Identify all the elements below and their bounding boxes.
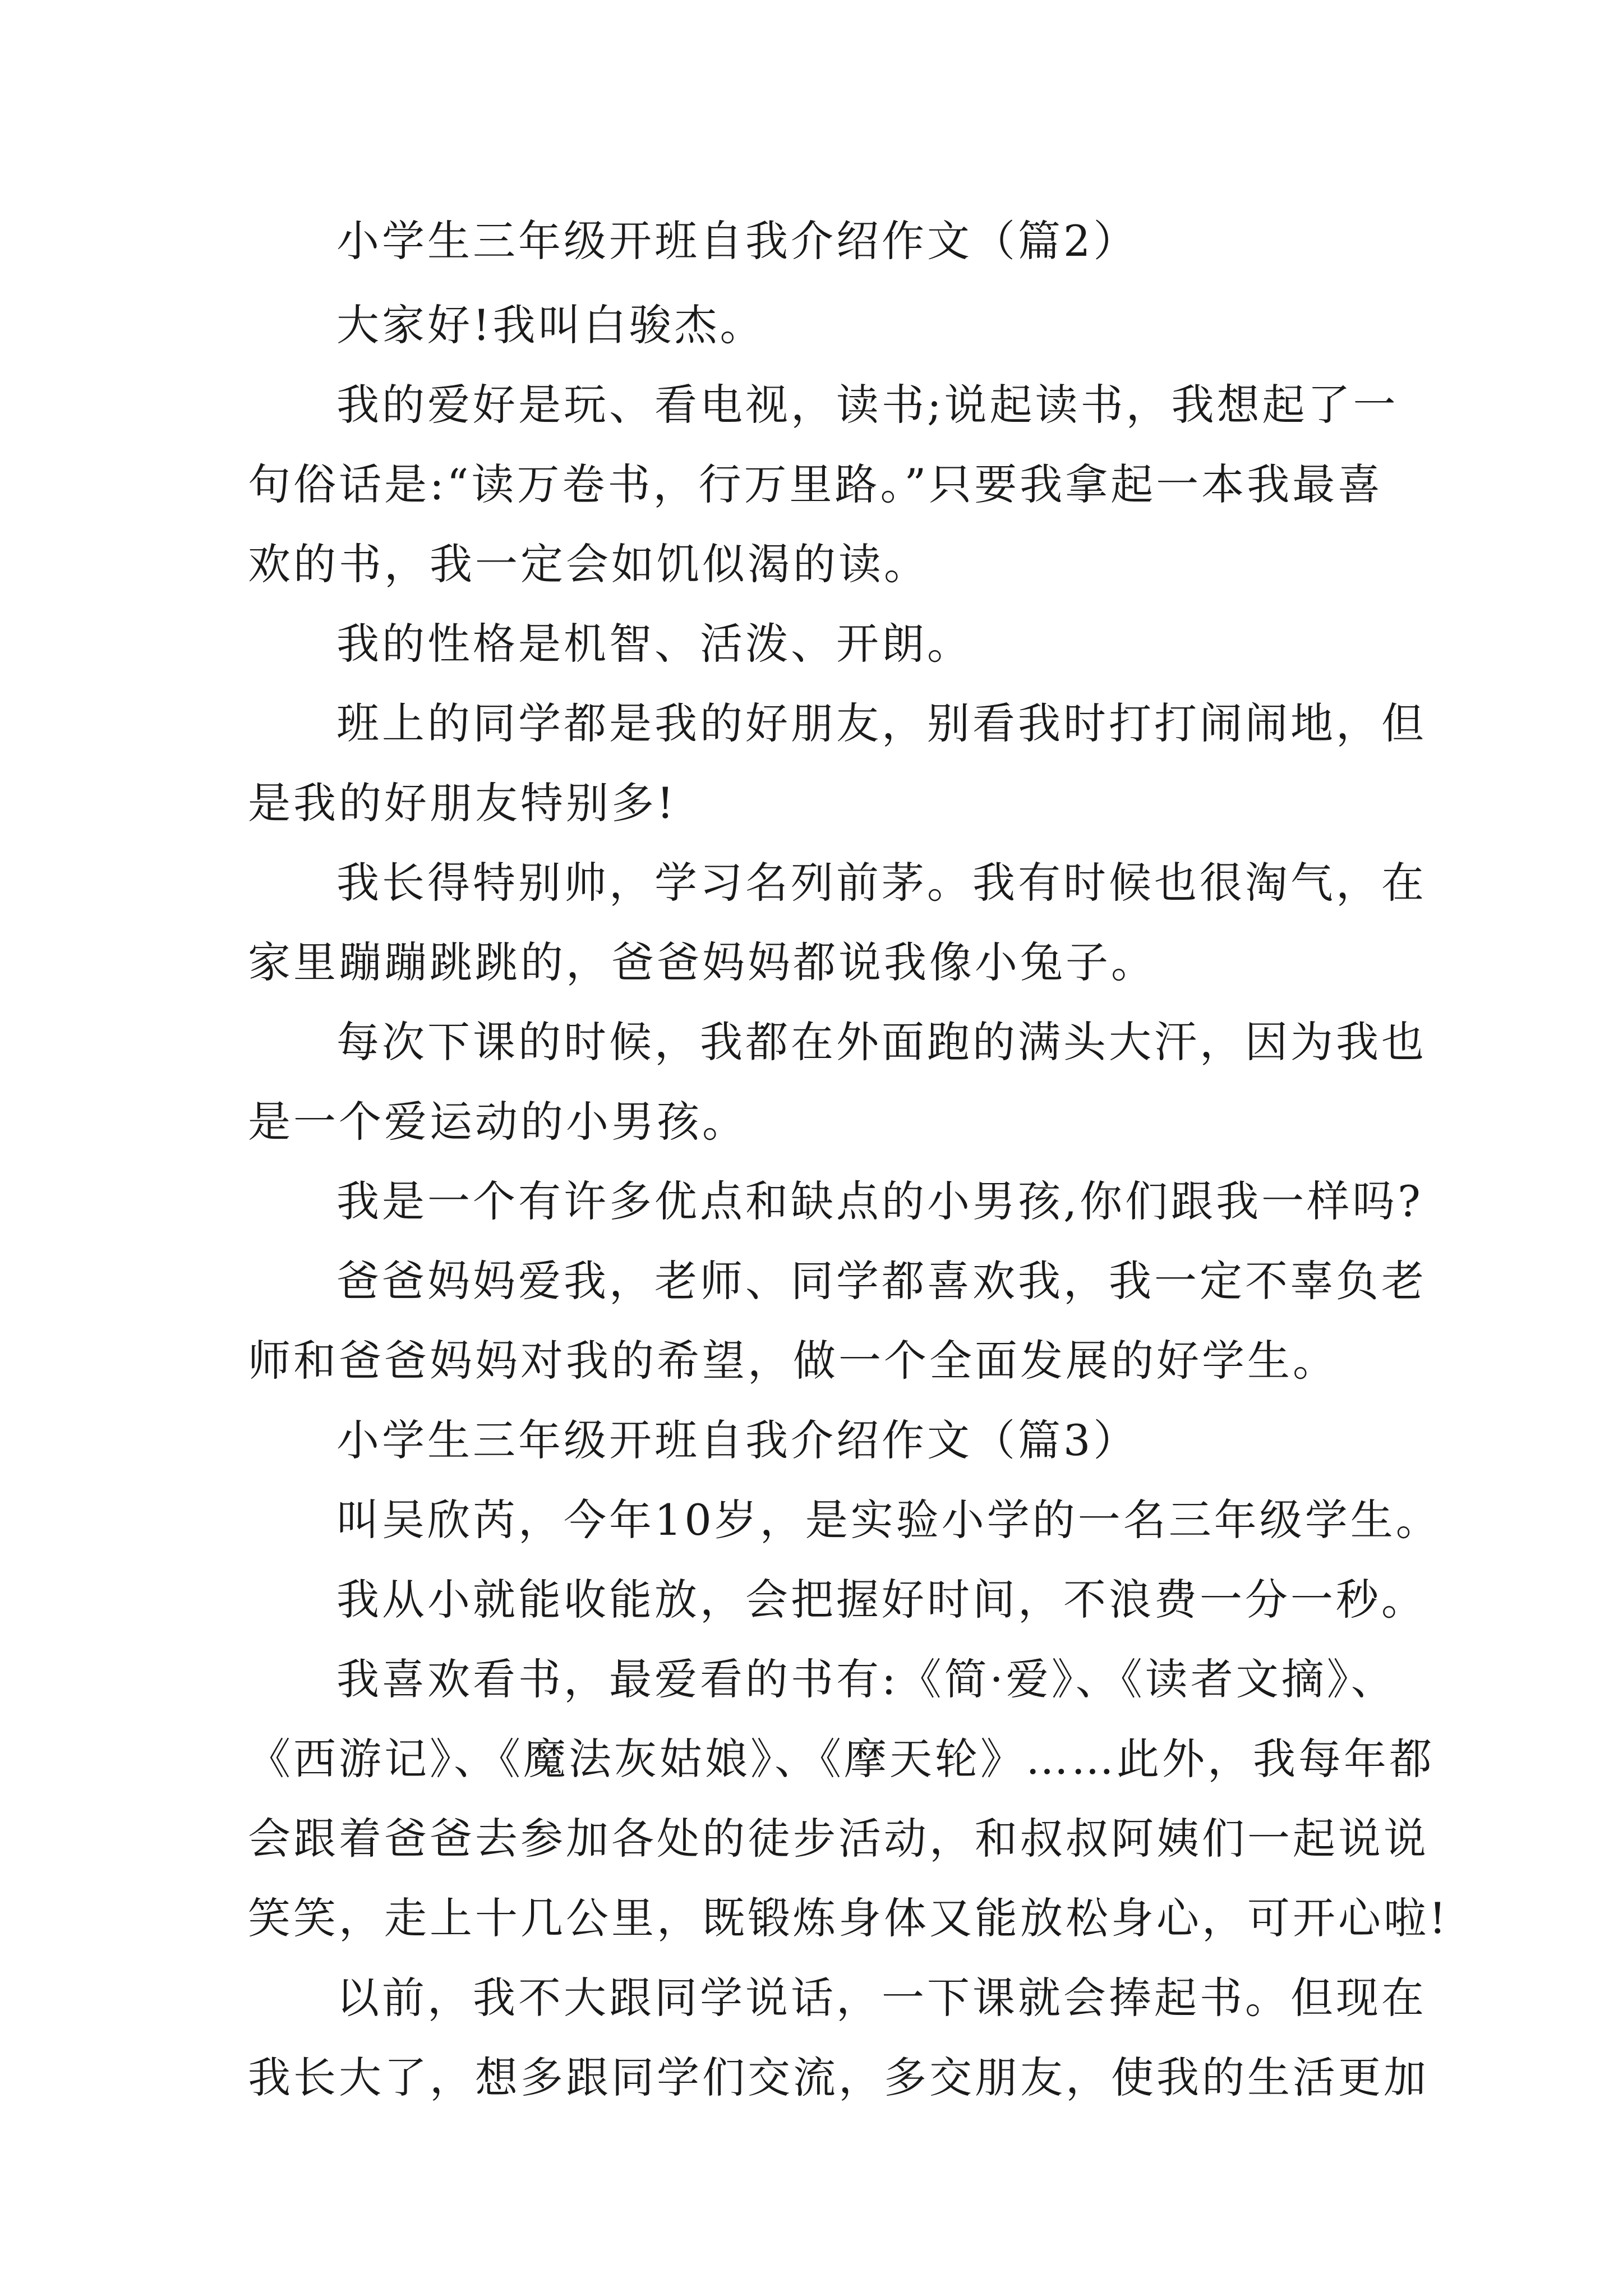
paragraph-line: 我长大了，想多跟同学们交流，多交朋友，使我的生活更加 (248, 2053, 1429, 2102)
paragraph-line: 是我的好朋友特别多! (248, 778, 677, 828)
paragraph-line: 会跟着爸爸去参加各处的徒步活动，和叔叔阿姨们一起说说 (248, 1814, 1429, 1864)
paragraph-line: 大家好!我叫白骏杰。 (336, 300, 766, 350)
paragraph-line: 以前，我不大跟同学说话，一下课就会捧起书。但现在 (336, 1973, 1427, 2023)
paragraph-line: 《西游记》、《魔法灰姑娘》、《摩天轮》……此外，我每年都 (248, 1734, 1435, 1784)
paragraph-line: 欢的书，我一定会如饥似渴的读。 (248, 539, 929, 589)
heading-part-3: 小学生三年级开班自我介绍作文（篇3） (336, 1415, 1139, 1465)
paragraph-line: 句俗话是:“读万卷书，行万里路。”只要我拿起一本我最喜 (248, 459, 1384, 509)
paragraph-line: 我的爱好是玩、看电视，读书;说起读书，我想起了一 (336, 380, 1399, 430)
paragraph-line: 我喜欢看书，最爱看的书有:《简·爱》、《读者文摘》、 (336, 1654, 1396, 1704)
paragraph-line: 每次下课的时候，我都在外面跑的满头大汗，因为我也 (336, 1017, 1427, 1067)
paragraph-line: 师和爸爸妈妈对我的希望，做一个全面发展的好学生。 (248, 1336, 1338, 1386)
paragraph-line: 我从小就能收能放，会把握好时间，不浪费一分一秒。 (336, 1575, 1427, 1625)
paragraph-line: 是一个爱运动的小男孩。 (248, 1097, 748, 1147)
heading-part-2: 小学生三年级开班自我介绍作文（篇2） (336, 216, 1139, 266)
paragraph-line: 爸爸妈妈爱我，老师、同学都喜欢我，我一定不辜负老 (336, 1256, 1427, 1306)
paragraph-line: 我是一个有许多优点和缺点的小男孩,你们跟我一样吗? (336, 1176, 1423, 1226)
paragraph-line: 家里蹦蹦跳跳的，爸爸妈妈都说我像小兔子。 (248, 937, 1156, 987)
paragraph-line: 笑笑，走上十几公里，既锻炼身体又能放松身心，可开心啦! (248, 1893, 1449, 1943)
paragraph-line: 我长得特别帅，学习名列前茅。我有时候也很淘气，在 (336, 858, 1427, 908)
paragraph-line: 班上的同学都是我的好朋友，别看我时打打闹闹地，但 (336, 698, 1427, 748)
paragraph-line: 叫吴欣芮，今年10岁，是实验小学的一名三年级学生。 (336, 1495, 1441, 1545)
paragraph-line: 我的性格是机智、活泼、开朗。 (336, 619, 972, 669)
